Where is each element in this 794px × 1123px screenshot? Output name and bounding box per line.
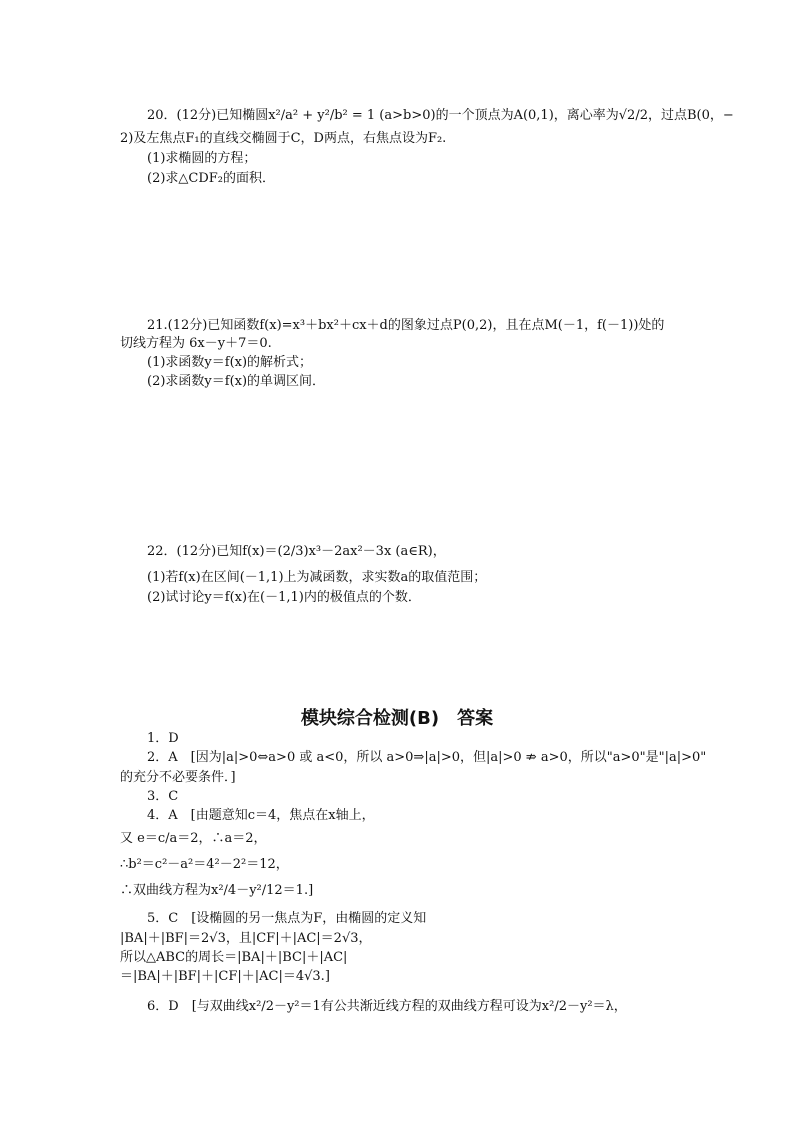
answer-line: |BA|＋|BF|＝2√3，且|CF|＋|AC|＝2√3， bbox=[120, 931, 372, 946]
answer-line: 1．D bbox=[147, 731, 179, 746]
answers-title: 模块综合检测(B) 答案 bbox=[300, 708, 494, 729]
answer-line: 所以△ABC的周长＝|BA|＋|BC|＋|AC| bbox=[120, 950, 348, 965]
problem-21-line-2: 切线方程为 6x－y＋7＝0. bbox=[120, 336, 272, 351]
answer-line: ∴b²＝c²－a²＝4²－2²＝12， bbox=[120, 857, 289, 872]
problem-20-question-1: (1)求椭圆的方程； bbox=[147, 151, 257, 166]
answer-line: ∴双曲线方程为x²/4－y²/12＝1.] bbox=[120, 883, 314, 898]
answer-line: 2．A [因为|a|>0⇔a>0 或 a<0，所以 a>0⇒|a|>0，但|a|>0 ⇏ a>0，所以"a>0"是"|a|>0" bbox=[147, 750, 707, 765]
problem-20-line-2: 2)及左焦点F₁的直线交椭圆于C，D两点，右焦点设为F₂. bbox=[120, 131, 447, 146]
problem-20-question-2: (2)求△CDF₂的面积． bbox=[147, 171, 276, 186]
answer-line: 4．A [由题意知c＝4，焦点在x轴上， bbox=[147, 808, 375, 823]
problem-22-line-1: 22．(12分)已知f(x)＝(2/3)x³－2ax²－3x (a∈R)， bbox=[147, 544, 446, 559]
answer-line: ＝|BA|＋|BF|＋|CF|＋|AC|＝4√3.] bbox=[120, 969, 330, 984]
answer-line: 6．D [与双曲线x²/2－y²＝1有公共渐近线方程的双曲线方程可设为x²/2－y²＝λ， bbox=[147, 999, 627, 1014]
problem-21-question-2: (2)求函数y＝f(x)的单调区间． bbox=[147, 374, 326, 389]
answer-line: 3．C bbox=[147, 789, 179, 804]
answer-line: 5．C [设椭圆的另一焦点为F，由椭圆的定义知 bbox=[147, 911, 427, 926]
problem-21-question-1: (1)求函数y＝f(x)的解析式； bbox=[147, 355, 313, 370]
problem-20-line-1: 20．(12分)已知椭圆x²/a² + y²/b² = 1 (a>b>0)的一个顶点为A(0,1)，离心率为√2/2，过点B(0，− bbox=[147, 108, 734, 123]
problem-22-question-2: (2)试讨论y＝f(x)在(－1,1)内的极值点的个数． bbox=[147, 590, 421, 605]
answer-line: 的充分不必要条件．] bbox=[120, 770, 236, 785]
problem-21-line-1: 21.(12分)已知函数f(x)=x³＋bx²＋cx＋d的图象过点P(0,2)，且在点M(－1，f(－1))处的 bbox=[147, 318, 665, 333]
answer-line: 又 e＝c/a＝2，∴a＝2， bbox=[120, 831, 267, 846]
problem-22-question-1: (1)若f(x)在区间(－1,1)上为减函数，求实数a的取值范围； bbox=[147, 570, 487, 585]
